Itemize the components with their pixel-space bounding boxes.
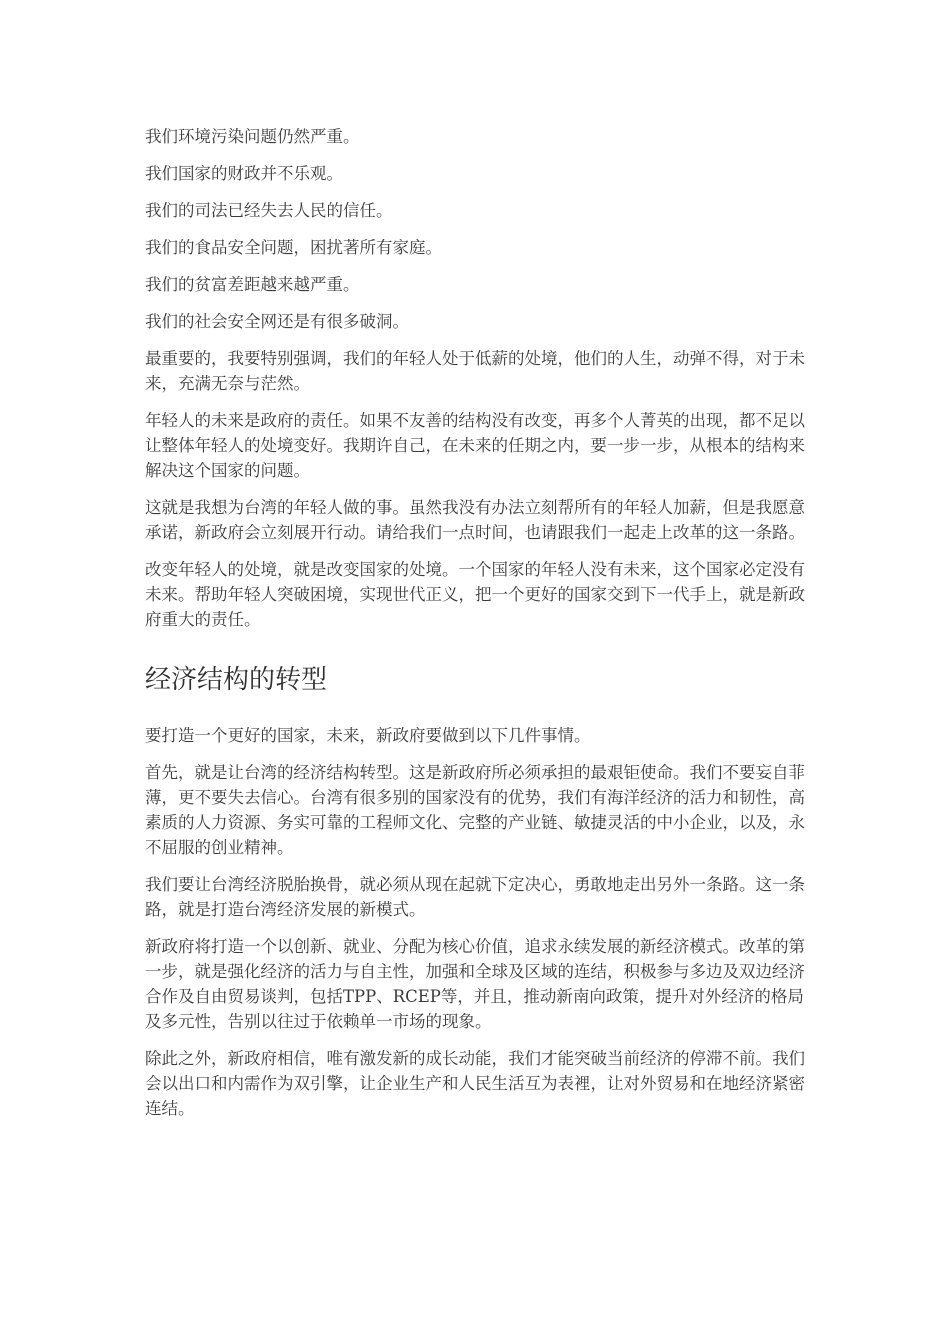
section-economic-transformation xyxy=(145,723,810,1121)
paragraph: 除此之外，新政府相信，唯有激发新的成长动能，我们才能突破当前经济的停滞不前。我们会以出口和内需作为双引擎，让企业生产和人民生活互为表裡，让对外贸易和在地经济紧密连结。 xyxy=(145,1049,805,1118)
paragraph: 最重要的，我要特别强调，我们的年轻人处于低薪的处境，他们的人生，动弹不得，对于未来，充满无奈与茫然。 xyxy=(145,349,805,393)
paragraph: 首先，就是让台湾的经济结构转型。这是新政府所必须承担的最艰钜使命。我们不要妄自菲薄，更不要失去信心。台湾有很多别的国家没有的优势，我们有海洋经济的活力和韧性，高素质的人力资源、务实可靠的工程师文化、完整的产业链、敏捷灵活的中小企业，以及，永不屈服的创业精神。 xyxy=(145,763,805,857)
paragraph: 这就是我想为台湾的年轻人做的事。虽然我没有办法立刻帮所有的年轻人加薪，但是我愿意承诺，新政府会立刻展开行动。请给我们一点时间，也请跟我们一起走上改革的这一条路。 xyxy=(145,498,805,542)
paragraph: 年轻人的未来是政府的责任。如果不友善的结构没有改变，再多个人菁英的出现，都不足以让整体年轻人的处境变好。我期许自己，在未来的任期之内，要一步一步，从根本的结构来解决这个国家的问题。 xyxy=(145,411,805,480)
document-body xyxy=(145,124,810,1133)
paragraph: 我们的贫富差距越来越严重。 xyxy=(145,275,360,294)
section-heading: 经济结构的转型 xyxy=(145,665,328,695)
paragraph: 新政府将打造一个以创新、就业、分配为核心价值，追求永续发展的新经济模式。改革的第一步，就是强化经济的活力与自主性，加强和全球及区域的连结，积极参与多边及双边经济合作及自由贸易谈判，包括TPP、RCEP等，并且，推动新南向政策，提升对外经济的格局及多元性，告别以往过于依赖单一市场的现象。 xyxy=(145,937,805,1031)
paragraph: 我们的食品安全问题，困扰著所有家庭。 xyxy=(145,238,442,257)
paragraph: 我们要让台湾经济脱胎换骨，就必须从现在起就下定决心，勇敢地走出另外一条路。这一条路，就是打造台湾经济发展的新模式。 xyxy=(145,875,805,919)
paragraph: 我们环境污染问题仍然严重。 xyxy=(145,127,360,146)
paragraph: 我们国家的财政并不乐观。 xyxy=(145,164,343,183)
paragraph: 我们的社会安全网还是有很多破洞。 xyxy=(145,312,409,331)
section-social-issues xyxy=(145,124,810,632)
paragraph: 要打造一个更好的国家，未来，新政府要做到以下几件事情。 xyxy=(145,726,591,745)
paragraph: 改变年轻人的处境，就是改变国家的处境。一个国家的年轻人没有未来，这个国家必定没有未来。帮助年轻人突破困境，实现世代正义，把一个更好的国家交到下一代手上，就是新政府重大的责任。 xyxy=(145,560,805,629)
paragraph: 我们的司法已经失去人民的信任。 xyxy=(145,201,393,220)
